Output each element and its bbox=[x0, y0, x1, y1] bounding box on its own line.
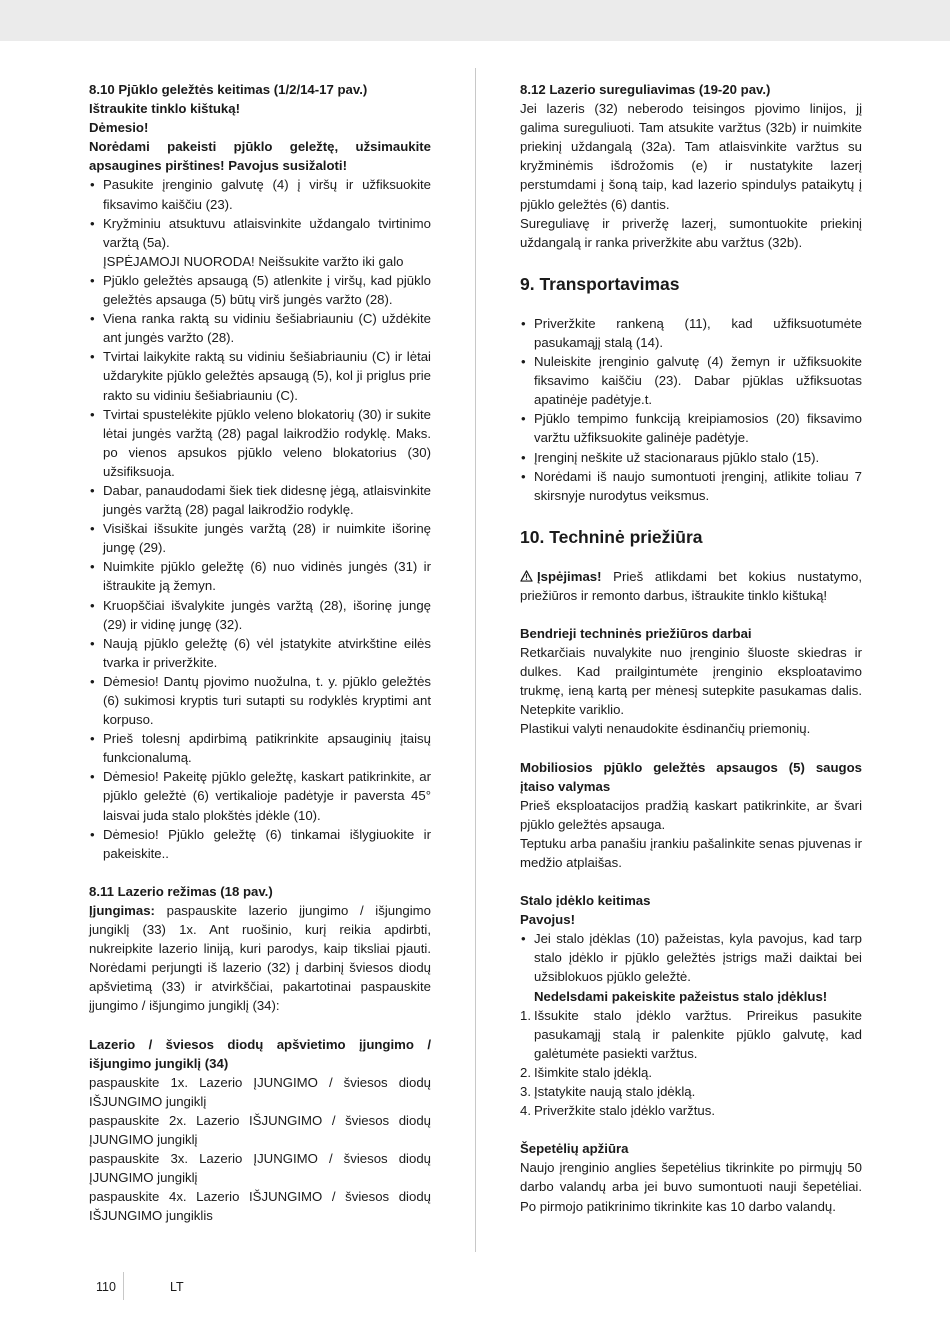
list-item: • Dėmesio! Dantų pjovimo nuožulna, t. y. pjūklo geležtės (6) sukimosi kryptis turi sutapti su rodyklės kryptimi ant korpuso. bbox=[89, 672, 431, 729]
list-item: • Tvirtai laikykite raktą su vidiniu šešiabriauniu (C) ir lėtai uždarykite pjūklo geležtės apsaugą (5), kol ji priglus prie rakto su vidiniu šešiabriauniu (C). bbox=[89, 347, 431, 404]
led-line: paspauskite 4x. Lazerio IŠJUNGIMO / šviesos diodų IŠJUNGIMO jungiklis bbox=[89, 1189, 431, 1224]
laser-adjust-paragraph-2: Sureguliavę ir priveržę lazerį, sumontuokite priekinį uždangalą ir ranka priveržkite abu varžtus (32b). bbox=[520, 215, 862, 250]
section-8-12-title: 8.12 Lazerio sureguliavimas (19-20 pav.) bbox=[520, 82, 771, 97]
attention-label: Dėmesio! bbox=[89, 120, 149, 136]
laser-on-paragraph bbox=[89, 901, 431, 1016]
blade-change-steps bbox=[89, 175, 431, 862]
list-item: • Kruopščiai išvalykite jungės varžtą (28), išorinę jungę (29) ir vidinę jungę (32). bbox=[89, 596, 431, 634]
list-item-note: Nedelsdami pakeiskite pažeistus stalo įdėklus! bbox=[534, 988, 828, 1004]
list-item: • Tvirtai spustelėkite pjūklo veleno blokatorių (30) ir sukite lėtai jungės varžtą (28) pagal laikrodžio rodyklę. Maks. po vienos apsukos pjūklo veleno blokatorius (30) užsifiksuoja. bbox=[89, 405, 431, 481]
general-maintenance-paragraph: Retkarčiais nuvalykite nuo įrenginio šluoste skiedras ir dulkes. Kad prailgintumėte įrenginio eksploatavimo trukmę, ieną kartą per mėnesį sutepkite pasukamas dalis. Netepkite variklio. bbox=[520, 645, 862, 718]
guard-cleaning-paragraph: Prieš eksploatacijos pradžią kaskart patikrinkite, ar švari pjūklo geležtės apsauga. bbox=[520, 797, 862, 832]
left-column bbox=[89, 80, 431, 1225]
right-column bbox=[520, 80, 862, 1216]
laser-on-text: paspauskite lazerio įjungimo / išjungimo jungiklį (33) 1x. Ant ruošinio, kurį reikia apdirbti, nukreipkite lazerio liniją, kuri parodys, kaip tiksliai pjauti. Norėdami perjungti iš lazerio (32) į darbinį šviesos diodų apšvietimą (33) ir atvirkščiai, pakartotinai paspauskite įjungimo / išjungimo jungiklį (34): bbox=[89, 902, 431, 1014]
brush-check-paragraph: Naujo įrenginio anglies šepetėlius tikrinkite po pirmųjų 50 darbo valandų arba jei buvo sumontuoti nauji šepetėliai. Po pirmojo patikrinimo tikrinkite kas 10 darbo valandų. bbox=[520, 1160, 862, 1214]
list-item: • Visiškai išsukite jungės varžtą (28) ir nuimkite išorinę jungę (29). bbox=[89, 519, 431, 557]
laser-adjust-paragraph: Jei lazeris (32) neberodo teisingos pjovimo linijos, jį galima sureguliuoti. Tam atsukite varžtus (32b) ir nuimkite priekinį uždangalą (32a). Tam atlaisvinkite varžtus su kryžminėmis išdrožomis (e) ir nustatykite lazerį perstumdami į šoną taip, kad lazerio spindulys pataikytų į pjūklo geležtės (6) dantis. bbox=[520, 101, 862, 212]
step-number: 1. bbox=[520, 1007, 531, 1023]
step-number: 3. bbox=[520, 1084, 531, 1100]
table-insert-title: Stalo įdėklo keitimas bbox=[520, 893, 651, 909]
list-item: • Įrenginį neškite už stacionaraus pjūklo stalo (15). bbox=[520, 448, 862, 467]
list-item: • Pjūklo geležtės apsaugą (5) atlenkite į viršų, kad pjūklo geležtės apsauga (5) būtų virš jungės varžto (28). bbox=[89, 271, 431, 309]
warning-label: Įspėjimas! bbox=[537, 568, 602, 584]
footer-divider bbox=[123, 1272, 124, 1300]
guard-cleaning-title: Mobiliosios pjūklo geležtės apsaugos (5) saugos įtaiso valymas bbox=[520, 759, 862, 794]
language-code: LT bbox=[170, 1280, 184, 1294]
laser-on-label: Įjungimas: bbox=[89, 902, 155, 918]
list-item bbox=[520, 1101, 862, 1120]
section-9-title: 9. Transportavimas bbox=[520, 273, 680, 294]
brush-check-title: Šepetėlių apžiūra bbox=[520, 1141, 629, 1157]
warning-paragraph bbox=[520, 567, 862, 605]
list-item: • Kryžminiu atsuktuvu atlaisvinkite uždangalo tvirtinimo varžtą (5a). bbox=[89, 214, 431, 252]
list-item: • Viena ranka raktą su vidiniu šešiabriauniu (C) uždėkite ant jungės varžto (28). bbox=[89, 309, 431, 347]
warning-triangle-icon bbox=[520, 570, 533, 582]
step-number: 4. bbox=[520, 1103, 531, 1119]
column-divider bbox=[475, 68, 476, 1252]
list-item: • Dabar, panaudodami šiek tiek didesnę jėgą, atlaisvinkite jungės varžtą (28) pagal laikrodžio rodyklę. bbox=[89, 481, 431, 519]
led-line: paspauskite 3x. Lazerio ĮJUNGIMO / šviesos diodų ĮJUNGIMO jungiklį bbox=[89, 1151, 431, 1186]
step-text: Įstatykite naują stalo įdėklą. bbox=[534, 1084, 696, 1100]
led-switch-title: Lazerio / šviesos diodų apšvietimo įjungimo / išjungimo jungiklį (34) bbox=[89, 1036, 431, 1071]
step-text: Išsukite stalo įdėklo varžtus. Prireikus pasukite pasukamąjį stalą ir palenkite pjūklo galvutę, kad galėtumėte pasiekti varžtus. bbox=[534, 1007, 862, 1061]
list-item: • Priveržkite rankeną (11), kad užfiksuotumėte pasukamąjį stalą (14). bbox=[520, 314, 862, 352]
led-line: paspauskite 2x. Lazerio IŠJUNGIMO / šviesos diodų ĮJUNGIMO jungiklį bbox=[89, 1112, 431, 1147]
list-item-note: ĮSPĖJAMOJI NUORODA! Neišsukite varžto iki galo bbox=[103, 253, 404, 269]
section-8-11-title: 8.11 Lazerio režimas (18 pav.) bbox=[89, 883, 273, 899]
step-text: Priveržkite stalo įdėklo varžtus. bbox=[534, 1103, 716, 1119]
step-text: Išimkite stalo įdėklą. bbox=[534, 1064, 652, 1080]
danger-label: Pavojus! bbox=[520, 912, 575, 928]
list-item: • Norėdami iš naujo sumontuoti įrenginį, atlikite toliau 7 skirsnyje nurodytus veiksmus. bbox=[520, 467, 862, 505]
section-10-title: 10. Techninė priežiūra bbox=[520, 526, 703, 547]
list-item bbox=[520, 1063, 862, 1082]
step-number: 2. bbox=[520, 1064, 531, 1080]
section-8-10-title: 8.10 Pjūklo geležtės keitimas (1/2/14-17 pav.) bbox=[89, 82, 368, 97]
transport-steps bbox=[520, 314, 862, 505]
list-item: • Prieš tolesnį apdirbimą patikrinkite apsauginių įtaisų funkcionalumą. bbox=[89, 729, 431, 767]
general-maintenance-paragraph-2: Plastikui valyti nenaudokite ėsdinančių priemonių. bbox=[520, 721, 811, 737]
header-band bbox=[0, 0, 950, 41]
list-item: • Jei stalo įdėklas (10) pažeistas, kyla pavojus, kad tarp stalo įdėklo ir pjūklo geležtės įstrigs maži daiktai bei užsiblokuos pjūklo geležtė. bbox=[520, 929, 862, 986]
guard-cleaning-paragraph-2: Teptuku arba panašiu įrankiu pašalinkite senas pjuvenas ir medžio atplaišas. bbox=[520, 835, 862, 870]
list-item: • Naują pjūklo geležtę (6) vėl įstatykite atvirkštine eilės tvarka ir priveržkite. bbox=[89, 634, 431, 672]
list-item bbox=[520, 1006, 862, 1063]
list-item: • Pasukite įrenginio galvutę (4) į viršų ir užfiksuokite fiksavimo kaiščiu (23). bbox=[89, 175, 431, 213]
unplug-warning: Ištraukite tinklo kištuką! bbox=[89, 101, 240, 117]
insert-steps bbox=[520, 1006, 862, 1121]
list-item: • Nuleiskite įrenginio galvutę (4) žemyn ir užfiksuokite fiksavimo kaiščiu (23). Dabar pjūklas užfiksuotas apatinėje padėtyje.t. bbox=[520, 352, 862, 409]
led-line: paspauskite 1x. Lazerio ĮJUNGIMO / šviesos diodų IŠJUNGIMO jungiklį bbox=[89, 1074, 431, 1109]
insert-warning-list bbox=[520, 929, 862, 1005]
list-item: • Dėmesio! Pjūklo geležtę (6) tinkamai išlygiuokite ir pakeiskite.. bbox=[89, 825, 431, 863]
list-item: • Dėmesio! Pakeitę pjūklo geležtę, kaskart patikrinkite, ar pjūklo geležtė (6) vertikalioje padėtyje ir paversta 45° laisvai juda stalo plokštės įdėkle (10). bbox=[89, 767, 431, 824]
list-item: • Pjūklo tempimo funkciją kreipiamosios (20) fiksavimo varžtu užfiksuokite galinėje padėtyje. bbox=[520, 409, 862, 447]
general-maintenance-title: Bendrieji techninės priežiūros darbai bbox=[520, 625, 752, 641]
list-item bbox=[520, 1082, 862, 1101]
warning-text: Prieš atlikdami bet kokius nustatymo, priežiūros ir remonto darbus, ištraukite tinklo kištuką! bbox=[520, 568, 862, 603]
gloves-warning: Norėdami pakeisti pjūklo geležtę, užsimaukite apsaugines pirštines! Pavojus susižaloti! bbox=[89, 139, 431, 174]
page-number: 110 bbox=[96, 1280, 116, 1294]
list-item: • Nuimkite pjūklo geležtę (6) nuo vidinės jungės (31) ir ištraukite ją žemyn. bbox=[89, 557, 431, 595]
